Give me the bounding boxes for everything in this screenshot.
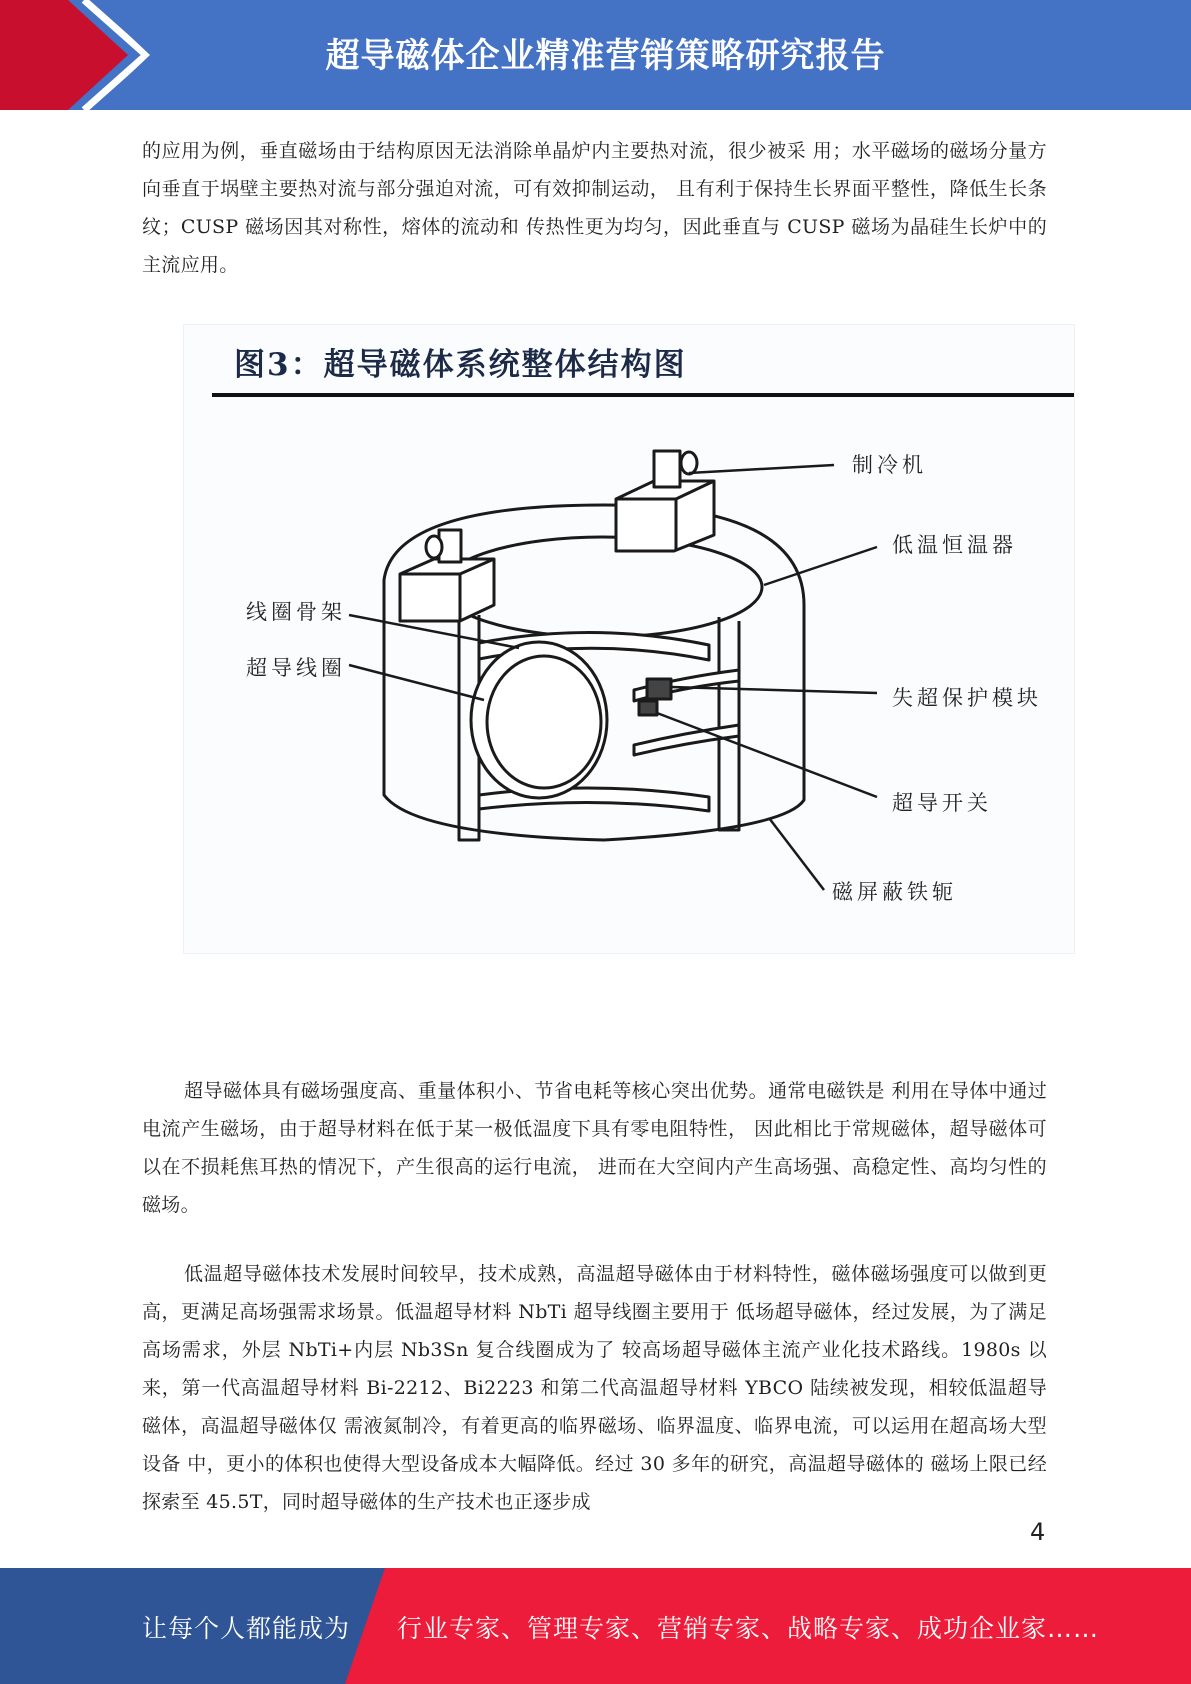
- label-sc-coil: 超导线圈: [246, 656, 346, 680]
- refrigerator-box-right: [616, 481, 714, 551]
- figure-superconducting-magnet: [183, 324, 1075, 954]
- label-yoke: 磁屏蔽铁轭: [832, 880, 957, 904]
- leader-sc-switch: [657, 713, 877, 797]
- quench-module-part: [647, 679, 671, 699]
- refrigerator-head-right: [654, 451, 680, 487]
- label-quench-module: 失超保护模块: [892, 686, 1042, 710]
- paragraph-2: 超导磁体具有磁场强度高、重量体积小、节省电耗等核心突出优势。通常电磁铁是 利用在导体中通过电流产生磁场，由于超导材料在低于某一极低温度下具有零电阻特性， 因此相比于常规磁体，超导磁体可以在不损耗焦耳热的情况下，产生很高的运行电流， 进而在大空间内产生高场强、高稳定性、高均匀性的磁场。: [142, 1080, 1047, 1216]
- sc-coil-outer: [471, 642, 607, 798]
- leader-refrigerator: [689, 465, 834, 473]
- page-number: 4: [1030, 1518, 1046, 1546]
- label-coil-frame: 线圈骨架: [246, 600, 346, 624]
- cutaway-right-wall: [719, 617, 739, 830]
- label-cryostat: 低温恒温器: [892, 533, 1017, 557]
- leader-quench-module: [671, 687, 877, 693]
- figure-title: 图3：超导磁体系统整体结构图: [234, 347, 687, 383]
- page-footer: [0, 1568, 1191, 1684]
- report-title: 超导磁体企业精准营销策略研究报告: [325, 36, 886, 76]
- coil-frame-lower-slot: [634, 725, 739, 755]
- leader-sc-coil: [349, 665, 484, 700]
- page-header: [0, 0, 1191, 110]
- leader-cryostat: [764, 547, 877, 585]
- sc-switch-part: [639, 701, 657, 715]
- leader-yoke: [769, 818, 824, 890]
- footer-slogan-right: 行业专家、管理专家、营销专家、战略专家、成功企业家……: [397, 1614, 1100, 1643]
- footer-slogan-left: 让每个人都能成为: [142, 1614, 351, 1643]
- magnet-structure-drawing: [184, 325, 1074, 953]
- label-sc-switch: 超导开关: [892, 791, 992, 815]
- label-refrigerator: 制冷机: [852, 453, 927, 477]
- refrigerator-box-left: [400, 559, 494, 621]
- paragraph-3: 低温超导磁体技术发展时间较早，技术成熟，高温超导磁体由于材料特性，磁体磁场强度可以做到更高，更满足高场强需求场景。低温超导材料 NbTi 超导线圈主要用于 低场超导磁体，经过发展，为了满足高场需求，外层 NbTi+内层 Nb3Sn 复合线圈成为了 较高场超导磁体主流产业化技术路线。1980s 以来，第一代高温超导材料 Bi-2212、Bi2223 和第二代高温超导材料 YBCO 陆续被发现，相较低温超导磁体，高温超导磁体仅 需液氮制冷，有着更高的临界磁场、临界温度、临界电流，可以运用在超高场大型设备 中，更小的体积也使得大型设备成本大幅降低。经过 30 多年的研究，高温超导磁体的 磁场上限已经探索至 45.5T，同时超导磁体的生产技术也正逐步成: [142, 1263, 1047, 1513]
- paragraph-1: 的应用为例，垂直磁场由于结构原因无法消除单晶炉内主要热对流，很少被采 用；水平磁场的磁场分量方向垂直于埚壁主要热对流与部分强迫对流，可有效抑制运动， 且有利于保持生长界面平整性，降低生长条纹；CUSP 磁场因其对称性，熔体的流动和 传热性更为均匀，因此垂直与 CUSP 磁场为晶硅生长炉中的主流应用。: [142, 140, 1047, 276]
